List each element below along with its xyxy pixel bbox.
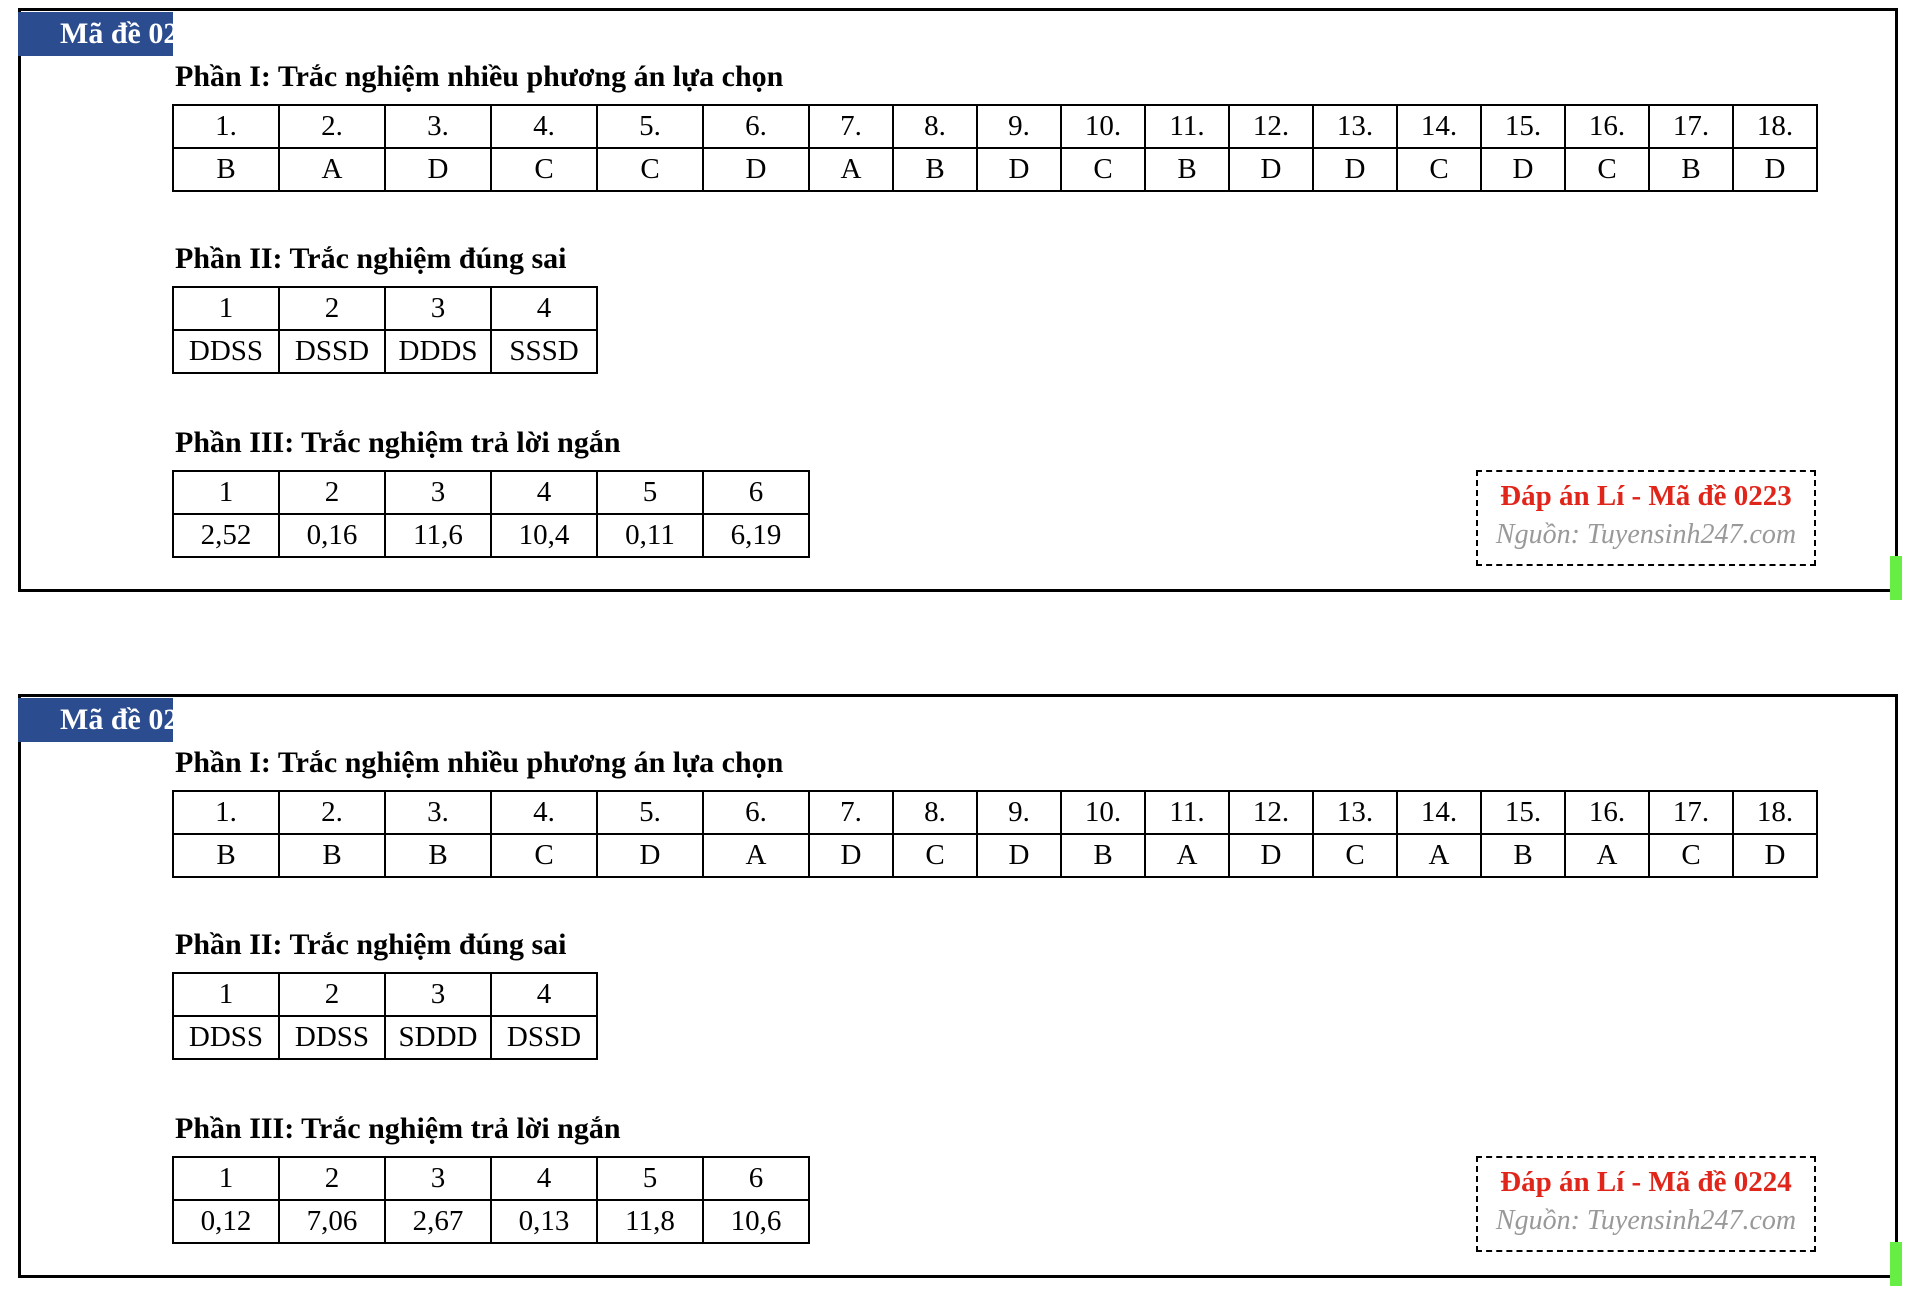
exam-code-tab: Mã đề 0224 xyxy=(18,698,173,742)
part1-answer-cell: C xyxy=(1565,148,1649,191)
part2-number-row xyxy=(173,287,597,330)
part1-number-cell: 11. xyxy=(1145,791,1229,834)
part1-answer-cell: A xyxy=(279,148,385,191)
part1-answer-cell: B xyxy=(1481,834,1565,877)
part2-number-cell: 3 xyxy=(385,287,491,330)
part1-table xyxy=(172,104,1818,192)
answer-stamp xyxy=(1476,1156,1816,1252)
part3-answer-cell: 7,06 xyxy=(279,1200,385,1243)
part1-answer-cell: A xyxy=(703,834,809,877)
part2-answer-cell: DSSD xyxy=(279,330,385,373)
part1-answer-cell: C xyxy=(1061,148,1145,191)
part1-number-cell: 16. xyxy=(1565,791,1649,834)
answer-block xyxy=(18,0,1898,600)
part2-table xyxy=(172,972,598,1060)
part2-answer-cell: SSSD xyxy=(491,330,597,373)
part2-answer-cell: DDSS xyxy=(173,1016,279,1059)
part3-answer-cell: 6,19 xyxy=(703,514,809,557)
part2-heading: Phần II: Trắc nghiệm đúng sai xyxy=(175,242,567,275)
part3-answer-cell: 0,12 xyxy=(173,1200,279,1243)
part2-number-cell: 3 xyxy=(385,973,491,1016)
part3-number-row xyxy=(173,471,809,514)
part1-number-cell: 9. xyxy=(977,105,1061,148)
part1-answer-cell: D xyxy=(597,834,703,877)
part1-answer-cell: C xyxy=(1649,834,1733,877)
part3-number-cell: 5 xyxy=(597,1157,703,1200)
part1-answer-cell: D xyxy=(703,148,809,191)
part3-number-cell: 1 xyxy=(173,471,279,514)
part3-heading: Phần III: Trắc nghiệm trả lời ngắn xyxy=(175,1112,621,1145)
part1-number-cell: 3. xyxy=(385,105,491,148)
part2-answer-row xyxy=(173,1016,597,1059)
part3-answer-cell: 2,67 xyxy=(385,1200,491,1243)
part1-answer-cell: A xyxy=(1397,834,1481,877)
part3-answer-cell: 11,6 xyxy=(385,514,491,557)
part1-number-cell: 9. xyxy=(977,791,1061,834)
answer-block xyxy=(18,686,1898,1286)
part1-answer-cell: B xyxy=(1649,148,1733,191)
part1-answer-cell: C xyxy=(491,148,597,191)
part1-number-cell: 6. xyxy=(703,105,809,148)
part1-answer-cell: C xyxy=(893,834,977,877)
part1-number-row xyxy=(173,105,1817,148)
part3-table xyxy=(172,470,810,558)
part1-number-cell: 1. xyxy=(173,105,279,148)
part1-answer-cell: D xyxy=(1229,148,1313,191)
part3-answer-cell: 0,11 xyxy=(597,514,703,557)
part3-number-cell: 4 xyxy=(491,471,597,514)
part1-answer-cell: D xyxy=(1229,834,1313,877)
part1-number-cell: 4. xyxy=(491,791,597,834)
part1-number-cell: 2. xyxy=(279,791,385,834)
part1-answer-cell: B xyxy=(173,148,279,191)
part1-number-cell: 17. xyxy=(1649,791,1733,834)
part1-answer-cell: A xyxy=(809,148,893,191)
part2-answer-cell: DDDS xyxy=(385,330,491,373)
part1-answer-cell: D xyxy=(1481,148,1565,191)
green-marker xyxy=(1890,556,1902,600)
part1-answer-cell: B xyxy=(893,148,977,191)
part3-answer-row xyxy=(173,1200,809,1243)
part1-number-cell: 13. xyxy=(1313,105,1397,148)
part1-number-cell: 2. xyxy=(279,105,385,148)
part3-number-row xyxy=(173,1157,809,1200)
part1-answer-row xyxy=(173,148,1817,191)
part1-number-cell: 1. xyxy=(173,791,279,834)
part2-answer-cell: DDSS xyxy=(173,330,279,373)
part1-answer-cell: C xyxy=(597,148,703,191)
part1-answer-cell: B xyxy=(1145,148,1229,191)
part2-answer-cell: SDDD xyxy=(385,1016,491,1059)
part1-number-cell: 8. xyxy=(893,105,977,148)
part1-number-cell: 12. xyxy=(1229,791,1313,834)
part1-answer-cell: C xyxy=(1313,834,1397,877)
part1-number-cell: 14. xyxy=(1397,105,1481,148)
part3-answer-row xyxy=(173,514,809,557)
part1-answer-cell: D xyxy=(1733,148,1817,191)
part3-answer-cell: 0,13 xyxy=(491,1200,597,1243)
part2-answer-cell: DSSD xyxy=(491,1016,597,1059)
part3-number-cell: 4 xyxy=(491,1157,597,1200)
part3-heading: Phần III: Trắc nghiệm trả lời ngắn xyxy=(175,426,621,459)
part2-heading: Phần II: Trắc nghiệm đúng sai xyxy=(175,928,567,961)
part1-number-cell: 14. xyxy=(1397,791,1481,834)
part1-number-cell: 5. xyxy=(597,791,703,834)
part3-answer-cell: 10,4 xyxy=(491,514,597,557)
part1-number-cell: 17. xyxy=(1649,105,1733,148)
part1-answer-cell: B xyxy=(1061,834,1145,877)
answer-stamp xyxy=(1476,470,1816,566)
part3-answer-cell: 11,8 xyxy=(597,1200,703,1243)
part1-number-cell: 18. xyxy=(1733,105,1817,148)
part1-answer-cell: B xyxy=(385,834,491,877)
part1-answer-cell: C xyxy=(491,834,597,877)
part1-number-cell: 7. xyxy=(809,791,893,834)
part3-number-cell: 2 xyxy=(279,1157,385,1200)
part1-answer-cell: D xyxy=(809,834,893,877)
part1-answer-cell: D xyxy=(1733,834,1817,877)
part2-number-cell: 4 xyxy=(491,973,597,1016)
part1-heading: Phần I: Trắc nghiệm nhiều phương án lựa chọn xyxy=(175,60,784,93)
part1-answer-cell: D xyxy=(1313,148,1397,191)
stamp-source: Nguồn: Tuyensinh247.com xyxy=(1495,1205,1797,1236)
part2-number-cell: 1 xyxy=(173,973,279,1016)
stamp-title: Đáp án Lí - Mã đề 0224 xyxy=(1500,1166,1792,1198)
part3-table xyxy=(172,1156,810,1244)
part1-number-cell: 5. xyxy=(597,105,703,148)
part1-number-cell: 15. xyxy=(1481,105,1565,148)
part1-answer-cell: D xyxy=(385,148,491,191)
part1-number-cell: 13. xyxy=(1313,791,1397,834)
part2-number-row xyxy=(173,973,597,1016)
part2-number-cell: 2 xyxy=(279,973,385,1016)
part1-answer-cell: A xyxy=(1145,834,1229,877)
part2-number-cell: 2 xyxy=(279,287,385,330)
part2-answer-cell: DDSS xyxy=(279,1016,385,1059)
part3-number-cell: 6 xyxy=(703,1157,809,1200)
part1-number-cell: 10. xyxy=(1061,791,1145,834)
part1-answer-cell: C xyxy=(1397,148,1481,191)
part2-table xyxy=(172,286,598,374)
part2-number-cell: 1 xyxy=(173,287,279,330)
part3-answer-cell: 10,6 xyxy=(703,1200,809,1243)
part1-number-cell: 6. xyxy=(703,791,809,834)
part1-number-cell: 7. xyxy=(809,105,893,148)
part1-answer-row xyxy=(173,834,1817,877)
part3-number-cell: 1 xyxy=(173,1157,279,1200)
part3-answer-cell: 2,52 xyxy=(173,514,279,557)
part1-answer-cell: A xyxy=(1565,834,1649,877)
part1-number-cell: 11. xyxy=(1145,105,1229,148)
part1-number-cell: 12. xyxy=(1229,105,1313,148)
part1-table xyxy=(172,790,1818,878)
part1-number-cell: 8. xyxy=(893,791,977,834)
part1-answer-cell: D xyxy=(977,148,1061,191)
part1-answer-cell: B xyxy=(173,834,279,877)
part1-number-row xyxy=(173,791,1817,834)
part1-number-cell: 16. xyxy=(1565,105,1649,148)
part3-number-cell: 3 xyxy=(385,1157,491,1200)
part1-number-cell: 15. xyxy=(1481,791,1565,834)
part1-number-cell: 10. xyxy=(1061,105,1145,148)
part2-number-cell: 4 xyxy=(491,287,597,330)
exam-code-tab: Mã đề 0223 xyxy=(18,12,173,56)
part3-answer-cell: 0,16 xyxy=(279,514,385,557)
stamp-source: Nguồn: Tuyensinh247.com xyxy=(1495,519,1797,550)
part3-number-cell: 3 xyxy=(385,471,491,514)
part2-answer-row xyxy=(173,330,597,373)
part1-answer-cell: B xyxy=(279,834,385,877)
part1-number-cell: 3. xyxy=(385,791,491,834)
part1-heading: Phần I: Trắc nghiệm nhiều phương án lựa chọn xyxy=(175,746,784,779)
part1-number-cell: 4. xyxy=(491,105,597,148)
part3-number-cell: 5 xyxy=(597,471,703,514)
stamp-title: Đáp án Lí - Mã đề 0223 xyxy=(1500,480,1792,512)
part1-answer-cell: D xyxy=(977,834,1061,877)
part3-number-cell: 2 xyxy=(279,471,385,514)
green-marker xyxy=(1890,1242,1902,1286)
part1-number-cell: 18. xyxy=(1733,791,1817,834)
part3-number-cell: 6 xyxy=(703,471,809,514)
